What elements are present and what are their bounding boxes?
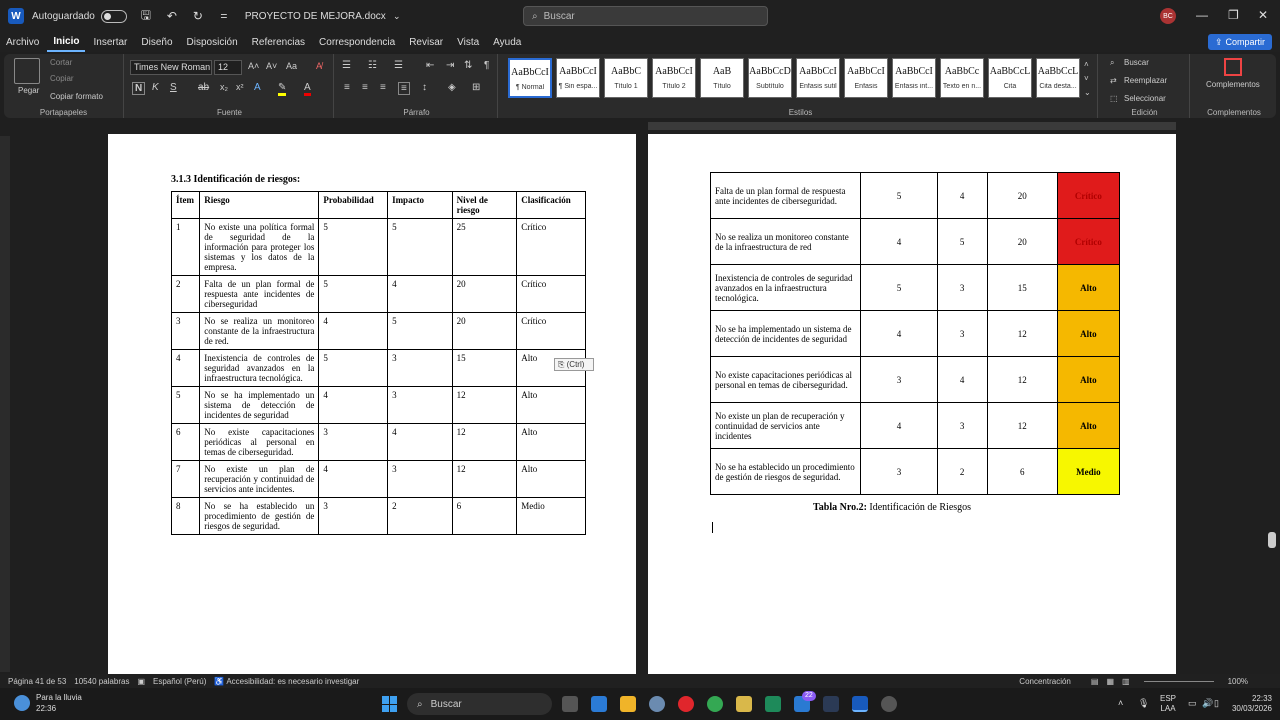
table-cell: 4	[388, 424, 453, 461]
tab-7[interactable]: Revisar	[409, 36, 444, 48]
table-cell: 5	[319, 350, 388, 387]
table-cell: No se ha implementado un sistema de detección de incidentes de seguridad	[200, 387, 319, 424]
document-title[interactable]: PROYECTO DE MEJORA.docx	[244, 10, 386, 22]
strikethrough-icon[interactable]: ab	[198, 82, 210, 93]
table-cell: No se realiza un monitoreo constante de la infraestructura de red.	[200, 313, 319, 350]
share-label: Compartir	[1225, 37, 1266, 47]
close-icon[interactable]: ✕	[1258, 8, 1269, 22]
visio-icon[interactable]	[765, 696, 781, 712]
table-cell: 6	[452, 498, 517, 535]
style-tile[interactable]	[604, 58, 648, 98]
search-placeholder: Buscar	[543, 10, 575, 22]
font-group	[126, 54, 334, 118]
line-spacing-icon[interactable]: ↕	[422, 82, 427, 93]
style-name: Subtítulo	[756, 83, 784, 90]
tray-chevron-icon[interactable]: ˄	[1118, 698, 1124, 708]
search-icon: ⌕	[532, 10, 538, 22]
table-cell: 6	[987, 449, 1057, 495]
table-cell: No se realiza un monitoreo constante de la infraestructura de red	[711, 219, 861, 265]
steam-icon[interactable]	[823, 696, 839, 712]
editing-group-label: Edición	[1131, 108, 1158, 117]
shading-icon[interactable]: ◈	[448, 82, 456, 93]
read-mode-icon[interactable]: ▤	[1090, 676, 1099, 686]
table-cell: 5	[861, 173, 937, 219]
language-region: LAA	[1160, 704, 1176, 713]
table-cell: 3	[388, 461, 453, 498]
column-header: Riesgo	[200, 192, 319, 219]
table-cell: Crítico	[517, 276, 586, 313]
font-group-label: Fuente	[217, 108, 242, 117]
table-cell: 4	[319, 387, 388, 424]
table-cell: No existe capacitaciones periódicas al personal en temas de ciberseguridad.	[200, 424, 319, 461]
restore-icon[interactable]: ❐	[1228, 8, 1239, 22]
sort-icon[interactable]: ⇅	[464, 60, 473, 71]
classification-cell: Alto	[1057, 311, 1119, 357]
italic-icon[interactable]: K	[152, 82, 159, 93]
language-status[interactable]: Español (Perú)	[153, 676, 207, 686]
clipboard-group	[4, 54, 124, 118]
table-cell: 3	[937, 403, 987, 449]
table-cell: 12	[987, 311, 1057, 357]
table-cell: 5	[388, 313, 453, 350]
table-cell: Falta de un plan formal de respuesta ante incidentes de ciberseguridad.	[711, 173, 861, 219]
search-input[interactable]	[523, 6, 768, 26]
paste-button[interactable]: Pegar	[18, 86, 40, 95]
copy-button[interactable]: Copiar	[50, 74, 74, 83]
weather-widget[interactable]	[14, 692, 82, 714]
focus-mode-button[interactable]: Concentración	[1019, 676, 1071, 686]
chrome-icon[interactable]	[707, 696, 723, 712]
table-row	[172, 461, 586, 498]
cut-button[interactable]: Cortar	[50, 58, 73, 67]
tab-2[interactable]: Insertar	[93, 36, 128, 48]
word-taskbar-icon[interactable]	[852, 696, 868, 712]
section-heading: 3.1.3 Identificación de riesgos:	[171, 174, 301, 185]
taskbar-search[interactable]	[407, 693, 552, 715]
taskbar-search-label: Buscar	[430, 698, 462, 710]
bold-icon[interactable]: N	[132, 82, 145, 95]
table-cell: 5	[319, 219, 388, 276]
style-tile[interactable]	[988, 58, 1032, 98]
accessibility-status[interactable]: Accesibilidad: es necesario investigar	[226, 676, 360, 686]
style-name: Énfasis sutil	[799, 83, 837, 90]
addins-button[interactable]: Complementos	[1206, 80, 1260, 89]
table-cell: 7	[172, 461, 200, 498]
classification-cell: Alto	[1057, 403, 1119, 449]
table-cell: 12	[987, 357, 1057, 403]
task-view-icon[interactable]	[562, 696, 578, 712]
style-sample: AaBbCc	[944, 66, 980, 77]
risk-table-right	[710, 172, 1120, 495]
select-button[interactable]: Seleccionar	[1124, 94, 1166, 103]
table-cell: 3	[172, 313, 200, 350]
style-name: Texto en n...	[942, 83, 982, 90]
table-row	[172, 387, 586, 424]
table-row	[172, 313, 586, 350]
table-cell: 4	[319, 313, 388, 350]
addins-group-label: Complementos	[1207, 108, 1261, 117]
classification-cell: Crítico	[1057, 173, 1119, 219]
select-icon[interactable]: ⬚	[1110, 94, 1118, 103]
replace-button[interactable]: Reemplazar	[1124, 76, 1168, 85]
style-tile[interactable]	[652, 58, 696, 98]
chevron-down-icon[interactable]: ⌄	[393, 10, 401, 21]
clipboard-icon: ⎘	[558, 360, 565, 369]
editing-group	[1100, 54, 1190, 118]
status-bar	[0, 674, 1280, 688]
zoom-slider[interactable]	[1144, 681, 1214, 682]
table-cell: 4	[861, 219, 937, 265]
style-name: Título 2	[662, 83, 686, 90]
table-cell: Crítico	[517, 219, 586, 276]
clock[interactable]	[1226, 694, 1272, 714]
clock-time: 22:33	[1251, 694, 1272, 703]
table-cell: No existe un plan de recuperación y continuidad de servicios ante incidentes.	[200, 461, 319, 498]
font-family-select[interactable]: Times New Roman	[130, 60, 212, 75]
table-cell: 3	[937, 311, 987, 357]
style-name: Título	[713, 83, 731, 90]
table-cell: 5	[937, 219, 987, 265]
table-cell: 5	[861, 265, 937, 311]
style-sample: AaBbCcI	[559, 66, 597, 77]
text-effects-icon[interactable]: A	[254, 82, 261, 93]
settings-icon[interactable]	[649, 696, 665, 712]
search-icon: ⌕	[417, 698, 423, 710]
table-row	[711, 173, 1120, 219]
share-button[interactable]	[1208, 34, 1272, 50]
table-cell: Medio	[517, 498, 586, 535]
table-cell: 12	[452, 461, 517, 498]
table-cell: 2	[388, 498, 453, 535]
superscript-icon[interactable]: x²	[236, 82, 244, 92]
table-cell: 3	[861, 357, 937, 403]
style-tile[interactable]	[1036, 58, 1080, 98]
vertical-scrollbar[interactable]	[1268, 532, 1276, 548]
caption-number: Tabla Nro.2:	[813, 502, 867, 513]
style-tile[interactable]	[508, 58, 552, 98]
classification-cell: Medio	[1057, 449, 1119, 495]
table-cell: Inexistencia de controles de seguridad avanzados en la infraestructura tecnológica.	[200, 350, 319, 387]
style-name: Énfasis	[854, 83, 878, 90]
table-cell: 20	[452, 313, 517, 350]
table-row	[711, 449, 1120, 495]
table-cell: Crítico	[517, 313, 586, 350]
volume-icon[interactable]: 🔊	[1202, 698, 1214, 708]
paragraph-group	[336, 54, 498, 118]
styles-group	[504, 54, 1098, 118]
align-right-icon[interactable]: ≡	[380, 82, 386, 93]
table-cell: 3	[937, 265, 987, 311]
table-row	[172, 424, 586, 461]
table-row	[711, 357, 1120, 403]
table-cell: 2	[172, 276, 200, 313]
print-layout-icon[interactable]: ▦	[1106, 676, 1115, 686]
borders-icon[interactable]: ⊞	[472, 82, 481, 93]
table-row	[172, 350, 586, 387]
font-color-icon[interactable]: A	[304, 82, 311, 96]
accessibility-icon: ♿	[214, 676, 225, 686]
multilevel-list-icon[interactable]: ☰	[394, 60, 403, 71]
table-cell: 6	[172, 424, 200, 461]
style-name: ¶ Sin espa...	[558, 83, 598, 90]
battery-icon[interactable]: ▯	[1214, 698, 1219, 708]
style-name: Cita	[1003, 83, 1017, 90]
table-cell: 3	[388, 387, 453, 424]
style-sample: AaBbCcD	[749, 66, 791, 77]
document-page-right[interactable]	[648, 134, 1176, 674]
highlight-icon[interactable]: ✎	[278, 82, 286, 96]
web-layout-icon[interactable]: ▥	[1122, 676, 1130, 686]
table-cell: No existe una política formal de seguridad de la información para proteger los sistemas y los datos de la empresa.	[200, 219, 319, 276]
style-sample: AaBbCcL	[1037, 66, 1079, 77]
grow-font-icon[interactable]: A˄	[248, 61, 260, 71]
table-cell: 4	[937, 357, 987, 403]
weather-time: 22:36	[36, 704, 57, 713]
language-code: ESP	[1160, 694, 1177, 703]
table-cell: No existe un plan de recuperación y continuidad de servicios ante incidentes	[711, 403, 861, 449]
table-row	[172, 498, 586, 535]
redo-icon[interactable]: ↻	[192, 9, 203, 23]
table-cell: 3	[388, 350, 453, 387]
chevron-up-icon[interactable]: ˄	[1084, 60, 1089, 69]
table-cell: Alto	[517, 461, 586, 498]
style-name: Énfasis int...	[894, 83, 934, 90]
classification-cell: Alto	[1057, 357, 1119, 403]
column-header: Ítem	[172, 192, 200, 219]
style-sample: AaBbCcI	[895, 66, 933, 77]
tab-5[interactable]: Referencias	[251, 36, 306, 48]
word-app-icon: W	[8, 8, 24, 24]
clipboard-group-label: Portapapeles	[39, 108, 88, 117]
find-button[interactable]: Buscar	[1124, 58, 1149, 67]
autosave-toggle[interactable]	[101, 10, 127, 23]
style-tile[interactable]	[844, 58, 888, 98]
weather-icon	[14, 695, 30, 711]
column-header: Nivel de riesgo	[452, 192, 517, 219]
proofing-icon[interactable]: ▣	[137, 676, 145, 686]
table-cell: 12	[987, 403, 1057, 449]
clear-format-icon[interactable]: A̸	[316, 61, 323, 71]
table-cell: 20	[987, 219, 1057, 265]
table-cell: Alto	[517, 350, 586, 387]
table-cell: No se ha establecido un procedimiento de gestión de riesgos de seguridad.	[711, 449, 861, 495]
tab-4[interactable]: Disposición	[186, 36, 238, 48]
input-language[interactable]	[1160, 694, 1176, 714]
paste-options-button[interactable]	[554, 358, 594, 371]
table-cell: Falta de un plan formal de respuesta ante incidentes de ciberseguridad	[200, 276, 319, 313]
table-cell: 5	[319, 276, 388, 313]
table-cell: 20	[452, 276, 517, 313]
column-header: Impacto	[388, 192, 453, 219]
table-cell: 3	[319, 498, 388, 535]
microphone-icon[interactable]: 🎙	[1138, 698, 1150, 708]
ribbon	[4, 54, 1276, 118]
style-sample: AaBbCcI	[799, 66, 837, 77]
table-cell: 12	[452, 424, 517, 461]
text-cursor	[712, 522, 713, 533]
replace-icon[interactable]: ⇄	[1110, 76, 1117, 85]
file-explorer-icon[interactable]	[620, 696, 636, 712]
style-sample: AaBbCcI	[655, 66, 693, 77]
table-cell: 5	[388, 219, 453, 276]
tab-1[interactable]: Inicio	[47, 32, 85, 52]
style-sample: AaBbC	[611, 66, 641, 77]
column-header: Probabilidad	[319, 192, 388, 219]
document-page-left[interactable]	[108, 134, 636, 674]
table-cell: No se ha implementado un sistema de detección de incidentes de seguridad	[711, 311, 861, 357]
opera-icon[interactable]	[678, 696, 694, 712]
show-marks-icon[interactable]: ¶	[484, 60, 490, 71]
tab-0[interactable]: Archivo	[6, 36, 40, 48]
table-cell: Alto	[517, 387, 586, 424]
addins-icon[interactable]	[1224, 58, 1242, 76]
paste-icon[interactable]	[14, 58, 40, 84]
mail-badge: 22	[802, 691, 816, 701]
table-cell: 12	[452, 387, 517, 424]
styles-group-label: Estilos	[788, 108, 813, 117]
table-row	[172, 219, 586, 276]
undo-icon[interactable]: ↶	[166, 9, 177, 23]
table-cell: 1	[172, 219, 200, 276]
align-left-icon[interactable]: ≡	[344, 82, 350, 93]
style-tile[interactable]	[556, 58, 600, 98]
table-cell: 15	[452, 350, 517, 387]
taskbar	[0, 688, 1280, 720]
change-case-icon[interactable]: Aa	[286, 61, 298, 71]
table-cell: 4	[861, 311, 937, 357]
style-tile[interactable]	[700, 58, 744, 98]
table-row	[711, 403, 1120, 449]
justify-icon[interactable]: ≡	[398, 82, 410, 95]
styles-more-icon[interactable]: ⌄	[1084, 88, 1091, 97]
avatar[interactable]: BC	[1160, 8, 1176, 24]
table-cell: No existe capacitaciones periódicas al personal en temas de ciberseguridad.	[711, 357, 861, 403]
shrink-font-icon[interactable]: A˅	[266, 61, 278, 71]
style-tile[interactable]	[940, 58, 984, 98]
table-row	[711, 219, 1120, 265]
caption-text: Identificación de Riesgos	[866, 502, 972, 513]
ribbon-tabs	[0, 32, 1280, 52]
table-caption	[813, 502, 971, 513]
find-icon[interactable]: ⌕	[1110, 58, 1115, 67]
table-cell: 4	[319, 461, 388, 498]
table-row	[172, 276, 586, 313]
windows-start-icon[interactable]	[382, 696, 398, 712]
tab-6[interactable]: Correspondencia	[319, 36, 396, 48]
autosave-label: Autoguardado	[32, 10, 95, 22]
style-tile[interactable]	[892, 58, 936, 98]
numbering-icon[interactable]: ☷	[368, 60, 377, 71]
tab-3[interactable]: Diseño	[141, 36, 173, 48]
word-count[interactable]: 10540 palabras	[74, 676, 130, 686]
notepad-icon[interactable]	[736, 696, 752, 712]
style-name: Cita desta...	[1039, 83, 1077, 90]
customize-qat-icon[interactable]: =	[220, 9, 228, 23]
table-cell: 4	[172, 350, 200, 387]
chevron-down-icon[interactable]: ˅	[1084, 74, 1089, 83]
style-sample: AaBbCcI	[511, 67, 549, 78]
table-row	[711, 311, 1120, 357]
table-cell: 3	[319, 424, 388, 461]
risk-table-left	[171, 191, 586, 535]
tab-9[interactable]: Ayuda	[493, 36, 522, 48]
addins-group	[1192, 54, 1276, 118]
style-name: Título 1	[614, 83, 638, 90]
column-header: Clasificación	[517, 192, 586, 219]
style-tile[interactable]	[796, 58, 840, 98]
font-size-select[interactable]: 12	[214, 60, 242, 75]
table-cell: 4	[388, 276, 453, 313]
vertical-ruler	[0, 136, 10, 672]
table-cell: 25	[452, 219, 517, 276]
table-cell: Inexistencia de controles de seguridad avanzados en la infraestructura tecnológica.	[711, 265, 861, 311]
tab-8[interactable]: Vista	[457, 36, 480, 48]
table-cell: 5	[172, 387, 200, 424]
style-tile[interactable]	[748, 58, 792, 98]
paragraph-group-label: Párrafo	[403, 108, 430, 117]
underline-icon[interactable]: S	[170, 82, 177, 93]
classification-cell: Crítico	[1057, 219, 1119, 265]
table-row	[711, 265, 1120, 311]
subscript-icon[interactable]: x₂	[220, 82, 228, 92]
app-icon[interactable]	[881, 696, 897, 712]
increase-indent-icon[interactable]: ⇥	[446, 60, 455, 71]
style-sample: AaB	[712, 66, 732, 77]
style-sample: AaBbCcI	[847, 66, 885, 77]
table-cell: Alto	[517, 424, 586, 461]
page-count[interactable]: Página 41 de 53	[8, 676, 67, 686]
bullets-icon[interactable]: ☰	[342, 60, 351, 71]
paste-options-label: (Ctrl)	[566, 360, 585, 369]
share-icon: ⇪	[1214, 36, 1223, 47]
store-icon[interactable]	[591, 696, 607, 712]
clock-date: 30/03/2026	[1231, 704, 1272, 713]
table-cell: 8	[172, 498, 200, 535]
save-icon[interactable]: 🖫	[140, 7, 151, 22]
table-cell: 4	[937, 173, 987, 219]
table-cell: 4	[861, 403, 937, 449]
horizontal-ruler[interactable]	[648, 122, 1176, 130]
minimize-icon[interactable]: —	[1196, 8, 1208, 22]
align-center-icon[interactable]: ≡	[362, 82, 368, 93]
table-cell: 2	[937, 449, 987, 495]
style-name: ¶ Normal	[515, 84, 545, 91]
table-cell: No se ha establecido un procedimiento de gestión de riesgos de seguridad.	[200, 498, 319, 535]
zoom-level[interactable]: 100%	[1227, 676, 1249, 686]
format-painter-button[interactable]: Copiar formato	[50, 92, 103, 101]
table-cell: 15	[987, 265, 1057, 311]
table-cell: 3	[861, 449, 937, 495]
decrease-indent-icon[interactable]: ⇤	[426, 60, 435, 71]
network-icon[interactable]: ▭	[1188, 698, 1197, 708]
table-cell: 20	[987, 173, 1057, 219]
weather-text: Para la lluvia	[36, 693, 82, 702]
classification-cell: Alto	[1057, 265, 1119, 311]
style-sample: AaBbCcL	[989, 66, 1031, 77]
